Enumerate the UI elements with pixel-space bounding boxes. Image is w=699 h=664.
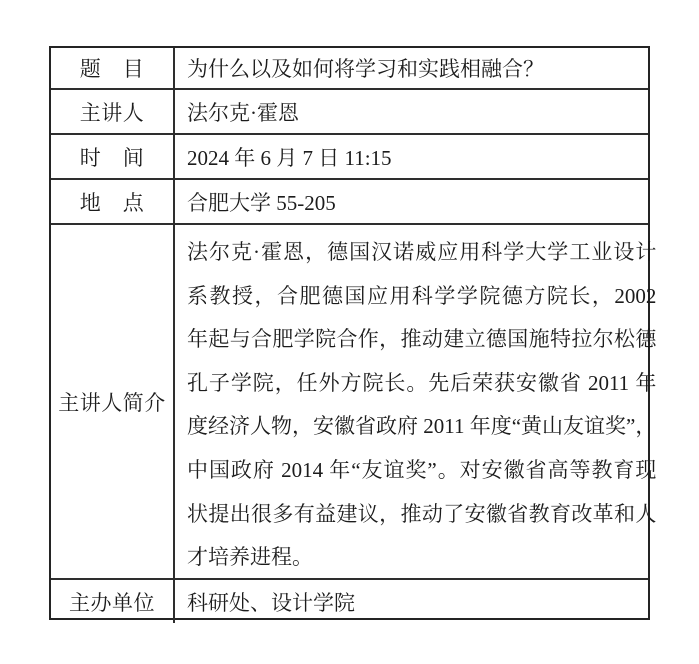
organizer-value: 科研处、设计学院 — [187, 590, 355, 615]
table-row-location — [51, 180, 648, 225]
location-label: 地 点 — [51, 180, 175, 223]
table-row-organizer — [51, 580, 648, 623]
bio-line: 度经济人物，安徽省政府 2011 年度“黄山友谊奖”， — [187, 414, 657, 439]
location-value: 合肥大学 55-205 — [187, 190, 336, 215]
title-value: 为什么以及如何将学习和实践相融合？ — [187, 57, 544, 81]
bio-line: 才培养进程。 — [187, 545, 313, 570]
bio-line: 法尔克·霍恩，德国汉诺威应用科学大学工业设计 — [187, 240, 657, 264]
speaker-bio-text — [175, 225, 666, 578]
bio-line: 中国政府 2014 年“友谊奖”。对安徽省高等教育现 — [187, 457, 657, 482]
bio-line: 状提出很多有益建议，推动了安徽省教育改革和人 — [187, 501, 657, 526]
time-value: 2024 年 6 月 7 日 11:15 — [187, 145, 392, 170]
bio-line: 系教授，合肥德国应用科学学院德方院长，2002 — [187, 283, 657, 308]
title-label: 题 目 — [51, 48, 175, 88]
organizer-label: 主办单位 — [51, 580, 175, 623]
lecture-info-table — [49, 46, 657, 620]
speaker-label: 主讲人 — [51, 90, 175, 133]
table-row-speaker — [51, 90, 648, 135]
bio-line: 年起与合肥学院合作，推动建立德国施特拉尔松德 — [187, 327, 657, 352]
time-label: 时 间 — [51, 135, 175, 178]
speaker-value: 法尔克·霍恩 — [187, 100, 299, 125]
speaker-bio-label: 主讲人简介 — [51, 225, 175, 578]
bio-line: 孔子学院，任外方院长。先后荣获安徽省 2011 年 — [187, 370, 657, 395]
table-row-time — [51, 135, 648, 180]
table-row-title — [51, 48, 648, 90]
table-row-speaker-bio — [51, 225, 657, 580]
